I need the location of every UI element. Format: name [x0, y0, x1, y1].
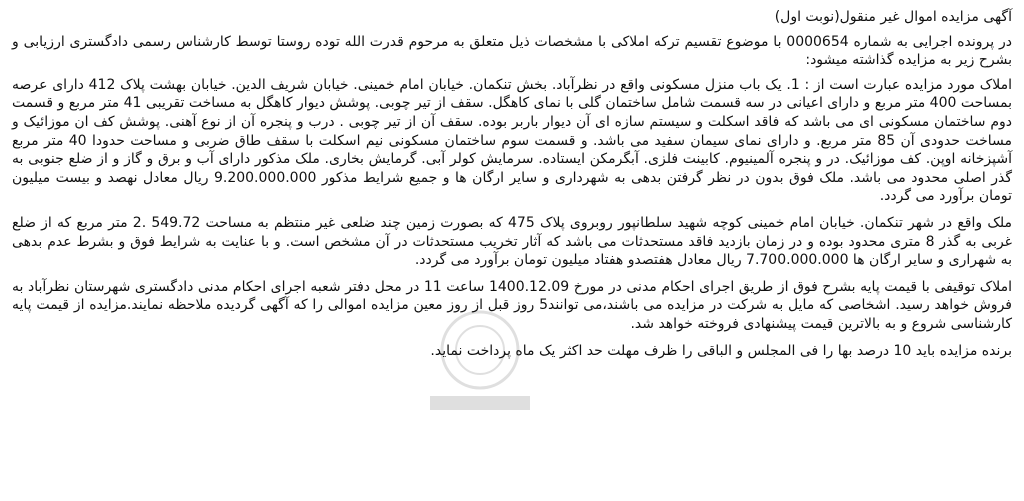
property-one-paragraph: املاک مورد مزایده عبارت است از : 1. یک باب منزل مسکونی واقع در نظرآباد. بخش تنکمان. خیابان امام خمینی. خیابان شریف الدین. خیابان بهشت پلاک 412 دارای عرصه بمساحت 400 متر مربع و دارای اعیانی در سه قسمت شامل ساختمان گلی با نمای کاهگل. سقف از تیر چوبی. پوشش دیوار کاهگل به مساخت تقریبی 41 متر مربع و قسمت دوم ساختمان مسکونی ای می باشد که فاقد اسکلت و سیستم سازه ای آن دیوار باربر بوده. سقف آن از تیر چوبی . درب و پنجره آن از نوع آهنی. پوشش کف ان موزائیک و مساخت حدودی آن 85 متر مربع. و دارای نمای سیمان سفید می باشد. و قسمت سوم ساختمان مسکونی نیم اسکلت با سقف طاق ضربی و مساحت حدودا 40 متر مربع آشپزخانه اوپن. کف موزائیک. در و پنجره آلمینیوم. کابینت فلزی. آبگرمکن ایستاده. سرمایش کولر آبی. گرمایش بخاری. ملک مذکور دارای آب و برق و گاز و از ضلع جنوبی به گذر اصلی محدود می باشد. ملک فوق بدون در نظر گرفتن بدهی به شهرداری و سایر ارگان ها و جمیع شرایط مذکور 9.200.000.000 ریال معادل نهصد و بیست میلیون تومان برآورد می گردد. [12, 76, 1012, 205]
notice-title: آگهی مزایده اموال غیر منقول(نوبت اول) [774, 9, 1012, 25]
auction-conditions-paragraph: املاک توقیفی با قیمت پایه بشرح فوق از طریق اجرای احکام مدنی در مورخ 1400.12.09 ساعت 11 در محل دفتر شعبه اجرای احکام مدنی دادگستری شهرستان نظرآباد به فروش خواهد رسید. اشخاصی که مایل به شرکت در مزایده می باشند،می توانند5 روز قبل از روز معین مزایده اموالی را که آگهی گردیده ملاحظه نمایند.مزایده از قیمت پایه کارشناسی شروع و به بالاترین قیمت پیشنهادی فروخته خواهد شد. [12, 278, 1012, 332]
property-two-paragraph: ملک واقع در شهر تنکمان. خیابان امام خمینی کوچه شهید سلطانپور روبروی پلاک 475 که بصورت زمین چند ضلعی غیر منتظم به مساحت 549.72 .2 متر مربع که از ضلع غربی به گذر 8 متری محدود بوده و در زمان بازدید فاقد مستحدثات می باشد که آثار تخریب مستحدثات در آن مشخص است. و با عنایت به شرایط فوق و بشرط عدم بدهی به شهراری و سایر ارگان ها 7.700.000.000 ریال معادل هفتصدو هفتاد میلیون تومان برآورد می گردد. [12, 214, 1013, 269]
notice-intro-paragraph: در پرونده اجرایی به شماره 0000654 با موضوع تقسیم ترکه املاکی با مشخصات ذیل متعلق به مرحوم قدرت الله توده روستا توسط کارشناس رسمی دادگستری ارزیابی و بشرح زیر به مزایده گذاشته میشود: [12, 33, 1012, 69]
payment-terms-paragraph: برنده مزایده باید 10 درصد بها را فی المجلس و الباقی را ظرف مهلت حد اکثر یک ماه پرداخت نماید. [430, 342, 1012, 359]
